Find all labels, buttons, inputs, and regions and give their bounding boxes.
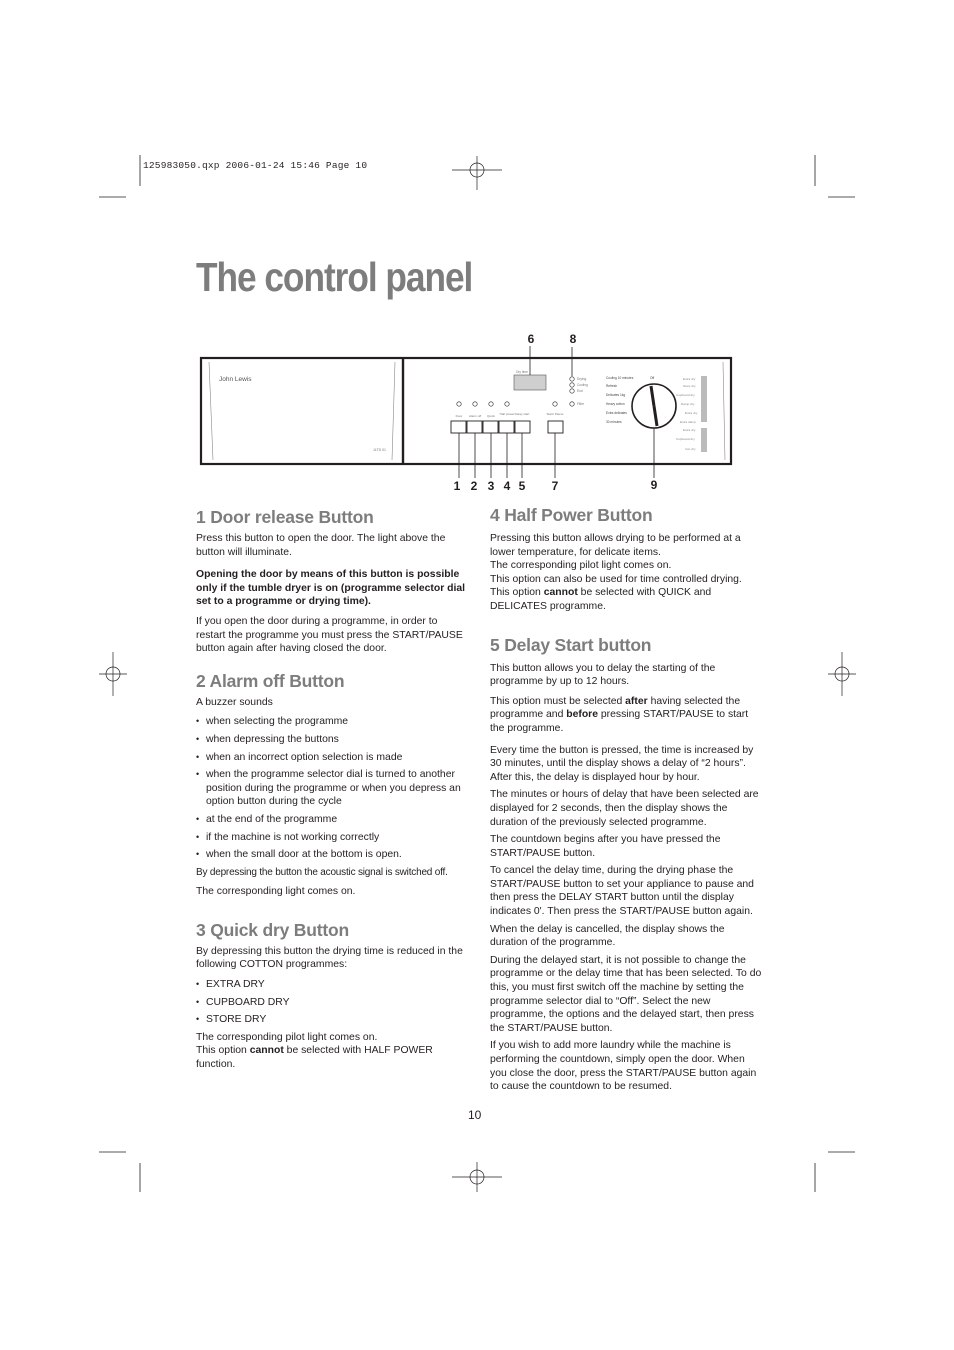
drying-light xyxy=(570,377,574,381)
callout-6: 6 xyxy=(527,332,535,346)
half-power-light xyxy=(505,402,509,406)
alarm-off-heading: 2 Alarm off Button xyxy=(196,670,345,691)
page-number: 10 xyxy=(468,1108,482,1122)
dial-programme-label: Heavy cotton xyxy=(606,402,625,406)
callout-8: 8 xyxy=(569,332,577,346)
button-caption: Alarm off xyxy=(468,414,482,418)
callout-3: 3 xyxy=(487,479,495,493)
list-item: • CUPBOARD DRY xyxy=(196,996,468,1010)
dial-programme-label: Cupboard dry xyxy=(676,393,695,397)
door-release-text: If you open the door during a programme, in order to restart the programme you must press the START/PAUSE button again after having closed the door. xyxy=(196,615,463,655)
door-release-text: Press this button to open the door. The light above the button will illuminate. xyxy=(196,533,446,558)
quick-dry-text: The corresponding pilot light comes on. xyxy=(196,1031,378,1043)
callout-2: 2 xyxy=(470,479,478,493)
dial-off-label: Off xyxy=(650,376,655,380)
registration-mark-bottom xyxy=(452,1162,502,1192)
callout-1: 1 xyxy=(453,479,461,493)
alarm-off-button[interactable] xyxy=(467,421,482,433)
list-item: • if the machine is not working correctly xyxy=(196,831,468,845)
status-light-label: Cooling xyxy=(577,383,588,387)
half-power-heading: 4 Half Power Button xyxy=(490,505,653,525)
delay-start-section xyxy=(490,634,762,1094)
dial-programme-label: Delicates 1kg xyxy=(606,393,626,397)
quick-dry-intro: By depressing this button the drying time is reduced in the following COTTON programmes: xyxy=(196,945,463,971)
door-release-warning: Opening the door by means of this button is possible only if the tumble dryer is on (programme selector dial set to a programme or drying time). xyxy=(196,569,466,608)
button-caption: Half power xyxy=(499,412,515,416)
list-item: • when depressing the buttons xyxy=(196,733,468,747)
cotton-band xyxy=(701,376,707,422)
dial-programme-label: Iron dry xyxy=(685,447,696,451)
delay-start-text: Every time the button is pressed, the time is increased by 30 minutes, until the display shows a delay of “2 hours”. After this, the delay is displayed hour by hour. xyxy=(490,744,754,783)
dial-programme-label: Extra dry xyxy=(683,428,696,432)
dial-programme-label: 30 minutes xyxy=(606,420,622,424)
dial-programme-label: Extra delicates xyxy=(606,411,627,415)
start-pause-button[interactable] xyxy=(548,421,563,433)
button-caption: Door xyxy=(455,414,463,418)
filter-light xyxy=(570,402,574,406)
quick-dry-restriction: This option cannot be selected with HALF POWER function. xyxy=(196,1045,433,1071)
dial-programme-label: Extra dry xyxy=(683,377,696,381)
door-release-section xyxy=(196,506,468,656)
delay-start-button[interactable] xyxy=(515,421,530,433)
callout-4: 4 xyxy=(503,479,511,493)
list-item: • at the end of the programme xyxy=(196,813,468,827)
door-release-heading: 1 Door release Button xyxy=(196,507,374,527)
dial-programme-label: Store dry xyxy=(683,384,696,388)
alarm-off-intro: A buzzer sounds xyxy=(196,696,273,708)
alarm-list xyxy=(196,715,468,861)
dial-programme-label: Refresh xyxy=(606,384,618,388)
programme-selector-dial[interactable] xyxy=(632,384,676,428)
time-display xyxy=(514,375,546,390)
list-item: • EXTRA DRY xyxy=(196,978,468,992)
end-light xyxy=(570,389,574,393)
print-slug: 125983050.qxp 2006-01-24 15:46 Page 10 xyxy=(143,160,368,171)
dial-programme-label: Extra dry xyxy=(685,411,698,415)
half-power-text: The corresponding pilot light comes on. xyxy=(490,560,672,572)
half-power-section xyxy=(490,504,762,614)
dial-programme-label: Damp dry xyxy=(681,402,695,406)
page-title: The control panel xyxy=(196,254,473,300)
delay-start-text: If you wish to add more laundry while the machine is performing the countdown, simply open the door. When you close the door, press the START/PAUSE button again to cause the countdown to be resumed. xyxy=(490,1040,757,1093)
dial-programme-label: Extra damp xyxy=(680,420,696,424)
alarm-light xyxy=(473,402,477,406)
alarm-off-section xyxy=(196,670,468,899)
button-caption: Delay start xyxy=(514,412,530,416)
left-column xyxy=(196,506,468,1084)
list-item: • when the programme selector dial is turned to another position during the programme or when you depress an option button during the cycle xyxy=(196,768,468,809)
quick-light xyxy=(489,402,493,406)
callout-9: 9 xyxy=(650,478,658,492)
dial-programme-label: Cooling 10 minutes xyxy=(606,376,634,380)
delay-start-text: When the delay is cancelled, the display shows the duration of the programme. xyxy=(490,923,725,949)
delay-start-text: This option must be selected after having selected the programme and before pressing START/PAUSE to start the programme. xyxy=(490,695,749,734)
control-panel-diagram xyxy=(195,328,740,498)
status-light-label: Drying xyxy=(577,377,587,381)
status-light-label: End xyxy=(577,389,583,393)
quick-dry-button[interactable] xyxy=(483,421,498,433)
brand-logo: John Lewis xyxy=(219,376,252,383)
door-light xyxy=(457,402,461,406)
delay-start-text: This button allows you to delay the starting of the programme by up to 12 hours. xyxy=(490,662,716,688)
list-item: • when the small door at the bottom is open. xyxy=(196,848,468,862)
cooling-light xyxy=(570,383,574,387)
list-item: • STORE DRY xyxy=(196,1013,468,1027)
synthetic-band xyxy=(701,428,707,452)
registration-mark-left xyxy=(99,652,127,696)
alarm-off-text: The corresponding light comes on. xyxy=(196,886,356,898)
callout-7: 7 xyxy=(551,479,559,493)
half-power-restriction: This option cannot be selected with QUICK and DELICATES programme. xyxy=(490,587,712,612)
button-caption: Quick xyxy=(487,414,495,418)
delay-start-text: To cancel the delay time, during the drying phase the START/PAUSE button to set your appliance to pause and then press the DELAY START button until the display indicates 0'. Then press the START/PAUSE button again. xyxy=(490,865,754,918)
registration-mark-right xyxy=(828,652,856,696)
right-column xyxy=(490,504,762,1106)
registration-mark-top xyxy=(452,156,502,190)
quick-dry-list xyxy=(196,978,468,1027)
delay-start-text: During the delayed start, it is not possible to change the programme or the delay time that has been selected. To do this, you must first switch off the machine by setting the programme selector dial to “Off”. Select the new programme, the options and the delayed start, then press the START/PAUSE button. xyxy=(490,954,762,1034)
quick-dry-heading: 3 Quick dry Button xyxy=(196,919,349,940)
door-release-button[interactable] xyxy=(451,421,466,433)
delay-start-heading: 5 Delay Start button xyxy=(490,634,652,655)
half-power-text: Pressing this button allows drying to be performed at a lower temperature, for delicate items. xyxy=(490,533,741,558)
list-item: • when an incorrect option selection is made xyxy=(196,751,468,765)
alarm-off-text: By depressing the button the acoustic signal is switched off. xyxy=(196,866,448,878)
list-item: • when selecting the programme xyxy=(196,715,468,729)
half-power-text: This option can also be used for time controlled drying. xyxy=(490,573,742,585)
status-light-label: Filter xyxy=(577,402,585,406)
display-label: Dry time xyxy=(516,370,528,374)
model-label: JLTD 01 xyxy=(373,448,386,452)
start-pause-light xyxy=(553,402,557,406)
button-caption: Start/ Pause xyxy=(546,412,564,416)
callout-5: 5 xyxy=(518,479,526,493)
dial-programme-label: Cupboard dry xyxy=(676,437,695,441)
quick-dry-section xyxy=(196,919,468,1072)
delay-start-text: The minutes or hours of delay that have been selected are displayed for 2 seconds, then the display shows the duration of the previously selected programme. xyxy=(490,789,759,828)
delay-start-text: The countdown begins after you have pressed the START/PAUSE button. xyxy=(490,834,721,859)
half-power-button[interactable] xyxy=(499,421,514,433)
